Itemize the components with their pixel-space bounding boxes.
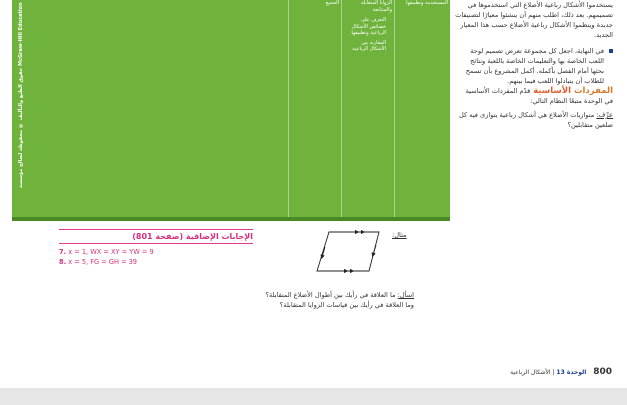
card-column-2-item: • التعرف على خصائص الأشكال الرباعية وتطبيقها [345,17,386,37]
answer-line [59,247,253,257]
answer-line [59,257,253,267]
page-number: 800 [593,367,612,377]
vocabulary-title-highlight: الأساسية [533,86,571,96]
additional-answers [59,229,253,267]
answer-text: x = 1, WX = XY = YW = 9 [68,248,154,256]
vocabulary-intro: قدّم المفردات الأساسية في الوحدة متبعًا النظام التالي: [465,87,613,105]
square-bullet-icon [609,49,613,53]
define-text: متوازيات الأضلاع هي أشكال رباعية يتوازى فيه كل ضلعين متقابلين؟ [459,111,613,129]
card-column-2-item: • المقارنة بين الأشكال الرباعية [345,40,386,53]
question-block [264,290,414,310]
answers-title: الإجابات الإضافية (صفحة 801) [59,232,253,244]
page-footer [452,367,612,377]
question-text: ما العلاقة في رأيك بين أطوال الأضلاع المتقابلة؟ وما العلاقة في رأيك بين قياسات الزوايا المتقابلة؟ [265,291,414,309]
vocabulary-paragraph [455,86,613,106]
example-label: مثال: [392,231,407,239]
right-text-column [455,0,613,130]
bullet-paragraph-text: في النهاية، اجعل كل مجموعة تعرض تصميم لوحة اللعب الخاصة بها والتعليمات الخاصة باللعبة ونتائج بحثها أمام الفصل بأكمله. أكمل المشروع بأن تسمح للطلاب أن يتبادلوا اللعب فيما بينهم. [465,47,604,85]
bottom-band [0,388,627,405]
define-label: عرِّف: [596,111,613,119]
footer-separator: | [552,369,555,376]
chapter-title: الأشكال الرباعية [510,369,551,376]
vocabulary-title: المفردات [573,86,613,96]
unit-label: الوحدة 13 [556,369,587,376]
answer-number: 8. [59,258,67,266]
green-planning-card [12,0,450,221]
card-column-1 [288,0,342,217]
card-column-2-fragment: الزوايا المتقابلة والمتتابعة [360,0,392,13]
textbook-page [12,0,615,388]
card-column-3-text: المستخدمة وتطبيقها [406,0,448,6]
card-column-2-list [345,17,392,53]
card-column-3 [394,0,450,217]
copyright-vertical-text: حقوق الطبع والتأليف © محفوظة لصالح مؤسسة McGraw-Hill Education [18,2,24,188]
paragraph-continuation: يستخدموا الأشكال رباعية الأضلاع التي استخدموها في تصميمهم. بعد ذلك، اطلب منهم أن ينشئوا معيارًا لتصنيفات جديدة وينظموا الأشكال رباعية الأضلاع حسب هذا المعيار الجديد. [455,1,613,39]
question-label: اسأل: [397,291,414,299]
definition-paragraph [455,110,613,130]
answer-text: x = 5, FG = GH = 39 [68,258,138,266]
answer-number: 7. [59,248,67,256]
card-column-1-text: الجميع [325,0,339,6]
right-arrow-icon [373,245,376,255]
bullet-paragraph [455,46,613,86]
parallelogram-shape [317,232,379,271]
parallelogram-diagram [309,227,389,277]
card-column-2 [341,0,395,217]
